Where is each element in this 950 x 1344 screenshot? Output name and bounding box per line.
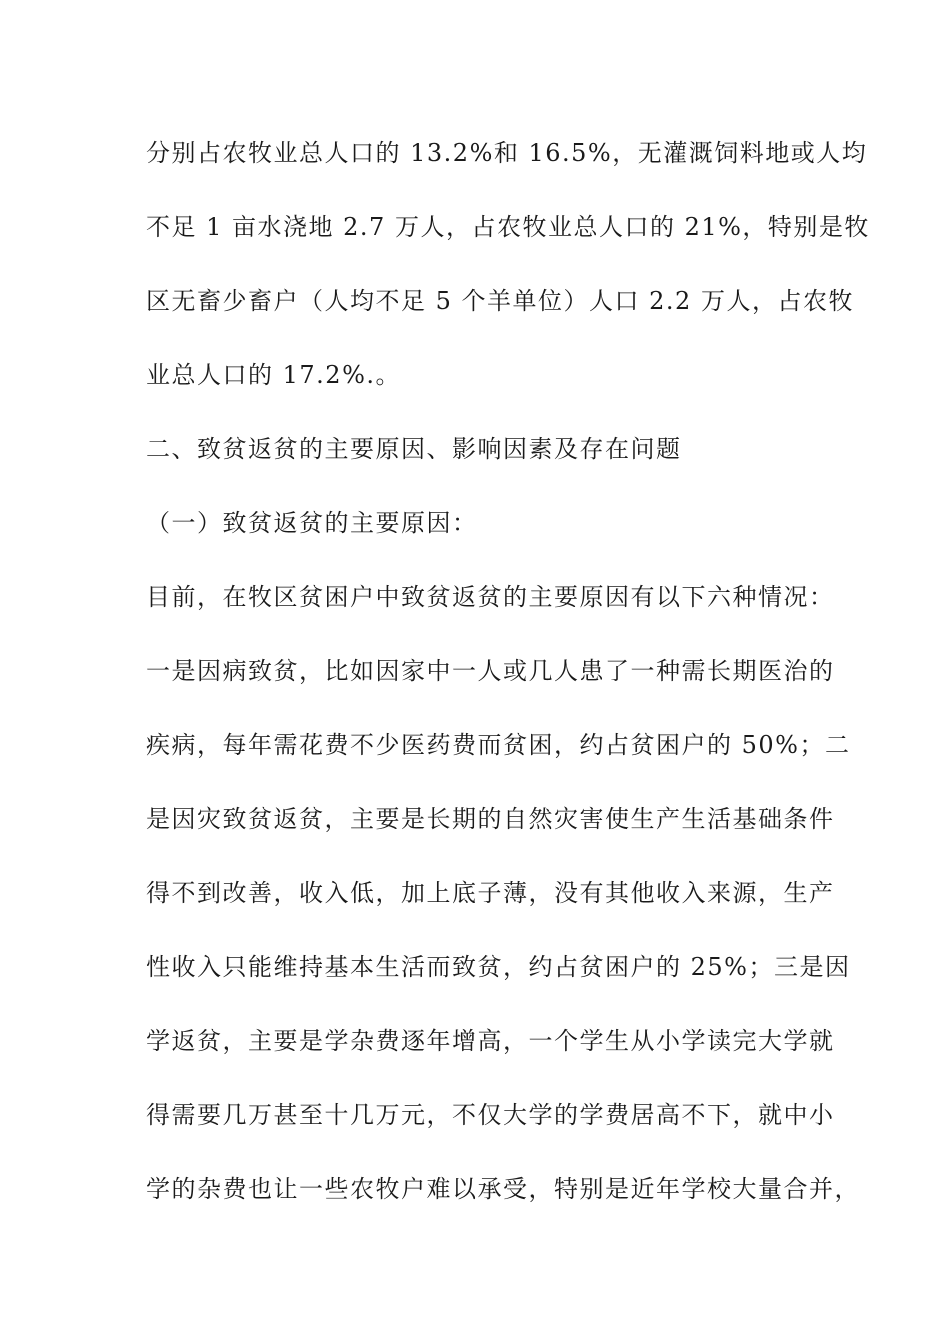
text-line: 学返贫，主要是学杂费逐年增高，一个学生从小学读完大学就 <box>146 1027 835 1055</box>
text-line: 学的杂费也让一些农牧户难以承受，特别是近年学校大量合并， <box>146 1175 860 1203</box>
text-line: 得不到改善，收入低，加上底子薄，没有其他收入来源，生产 <box>146 879 835 907</box>
text-line: 得需要几万甚至十几万元，不仅大学的学费居高不下，就中小 <box>146 1101 835 1129</box>
text-line: 性收入只能维持基本生活而致贫，约占贫困户的 25%；三是因 <box>146 953 851 981</box>
text-line: 疾病，每年需花费不少医药费而贫困，约占贫困户的 50%；二 <box>146 731 851 759</box>
text-line: 是因灾致贫返贫，主要是长期的自然灾害使生产生活基础条件 <box>146 805 835 833</box>
text-line: 业总人口的 17.2%.。 <box>146 361 401 389</box>
text-line: 目前，在牧区贫困户中致贫返贫的主要原因有以下六种情况： <box>146 583 835 611</box>
subsection-heading: （一）致贫返贫的主要原因： <box>146 509 478 537</box>
text-line: 不足 1 亩水浇地 2.7 万人，占农牧业总人口的 21%，特别是牧 <box>146 213 870 241</box>
text-line: 区无畜少畜户（人均不足 5 个羊单位）人口 2.2 万人，占农牧 <box>146 287 854 315</box>
text-line: 分别占农牧业总人口的 13.2%和 16.5%，无灌溉饲料地或人均 <box>146 139 868 167</box>
section-heading: 二、致贫返贫的主要原因、影响因素及存在问题 <box>146 435 682 463</box>
text-line: 一是因病致贫，比如因家中一人或几人患了一种需长期医治的 <box>146 657 835 685</box>
